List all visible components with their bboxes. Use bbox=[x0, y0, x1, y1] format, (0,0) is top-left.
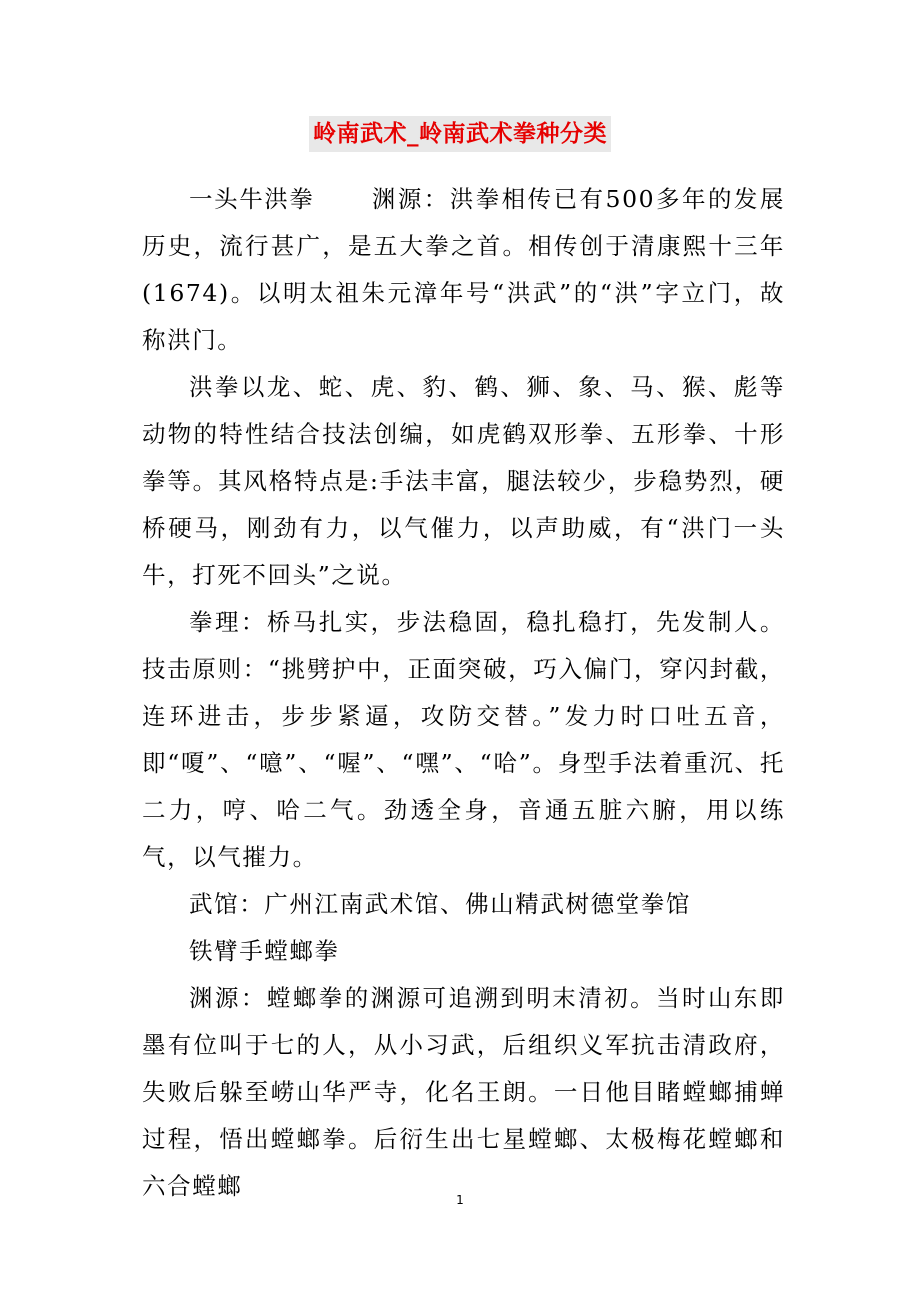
paragraph-mantis-origin: 渊源：螳螂拳的渊源可追溯到明末清初。当时山东即墨有位叫于七的人，从小习武，后组织义军抗击清政府，失败后躲至崂山华严寺，化名王朗。一日他目睹螳螂捕蝉过程，悟出螳螂拳。后衍生出七星螳螂、太极梅花螳螂和六合螳螂 bbox=[142, 984, 785, 1200]
paragraph-hongquan-style: 洪拳以龙、蛇、虎、豹、鹤、狮、象、马、猴、彪等动物的特性结合技法创编，如虎鹤双形拳、五形拳、十形拳等。其风格特点是:手法丰富，腿法较少，步稳势烈，硬桥硬马，刚劲有力，以气催力，以声助威，有“洪门一头牛，打死不回头”之说。 bbox=[142, 373, 785, 589]
paragraph-hongquan-schools: 武馆：广州江南武术馆、佛山精武树德堂拳馆 bbox=[189, 890, 691, 918]
document-body bbox=[142, 176, 785, 1210]
section-heading-hongquan: 一头牛洪拳 bbox=[189, 185, 315, 213]
page-number: 1 bbox=[456, 1193, 464, 1207]
paragraph-hongquan-theory: 拳理：桥马扎实，步法稳固，稳扎稳打，先发制人。技击原则：“挑劈护中，正面突破，巧入偏门，穿闪封截，连环进击，步步紧逼，攻防交替。”发力时口吐五音，即“嗄”、“噫”、“喔”、“嘿”、“哈”。身型手法着重沉、托二力，哼、哈二气。劲透全身，音通五脏六腑，用以练气，以气摧力。 bbox=[142, 608, 785, 871]
document-title bbox=[0, 116, 920, 154]
section-heading-mantis: 铁臂手螳螂拳 bbox=[189, 937, 340, 965]
paragraph-hongquan-origin bbox=[142, 176, 785, 364]
document-title-text: 岭南武术_岭南武术拳种分类 bbox=[309, 116, 611, 152]
paragraph-text: 渊源：洪拳相传已有500多年的发展历史，流行甚广，是五大拳之首。相传创于清康熙十三年(1674)。以明太祖朱元漳年号“洪武”的“洪”字立门，故称洪门。 bbox=[142, 185, 785, 354]
